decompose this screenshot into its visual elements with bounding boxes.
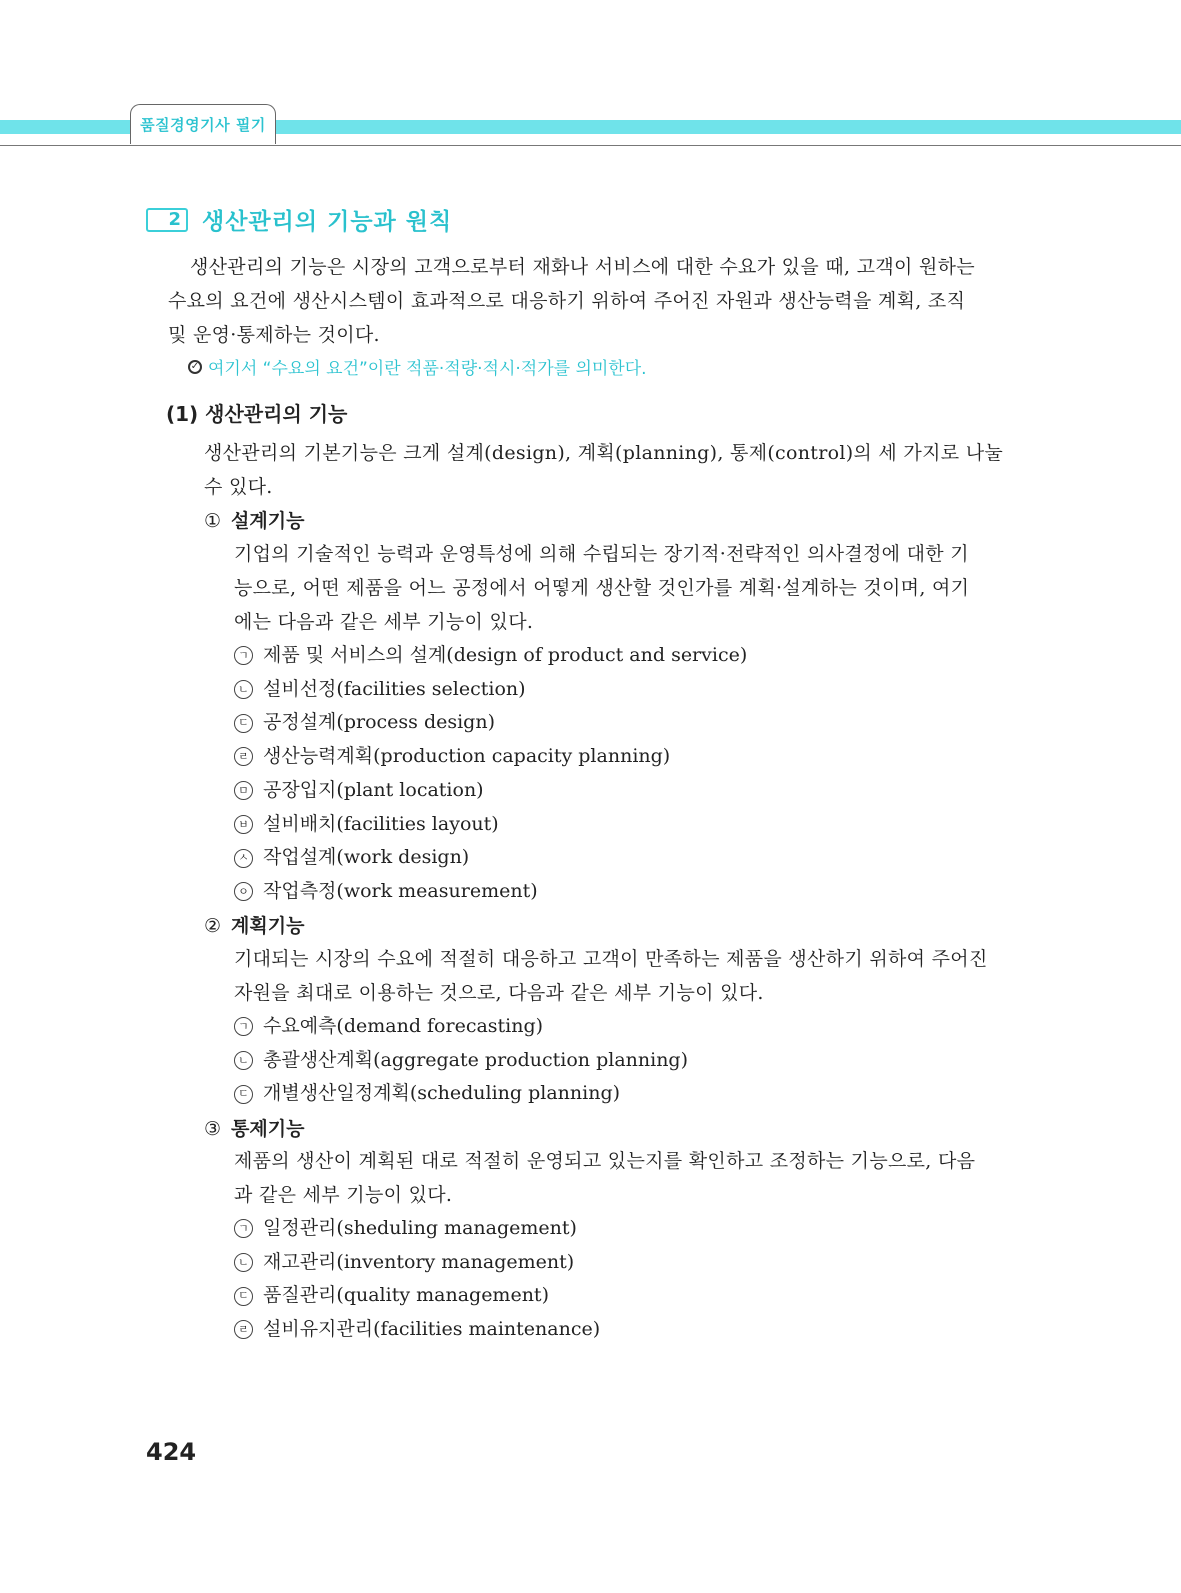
- subsection-intro-line: 수 있다.: [204, 476, 273, 498]
- section-heading: [146, 203, 452, 236]
- list-item: ㄴ 재고관리(inventory management): [234, 1246, 600, 1280]
- subsection-intro: [204, 436, 1003, 504]
- intro-line: 및 운영·통제하는 것이다.: [168, 324, 380, 346]
- note-text: 여기서 “수요의 요건”이란 적품·적량·적시·적가를 의미한다.: [208, 359, 647, 379]
- list-item: ㄴ 총괄생산계획(aggregate production planning): [234, 1044, 688, 1078]
- list-item: ㅇ 작업측정(work measurement): [234, 875, 747, 909]
- function-desc-planning: 기대되는 시장의 수요에 적절히 대응하고 고객이 만족하는 제품을 생산하기 위하여 주어진 자원을 최대로 이용하는 것으로, 다음과 같은 세부 기능이 있다.: [234, 948, 988, 1004]
- list-item: ㅁ 공장입지(plant location): [234, 774, 747, 808]
- list-item: ㄹ 설비유지관리(facilities maintenance): [234, 1313, 600, 1347]
- subsection-title: (1) 생산관리의 기능: [166, 402, 348, 426]
- list-item: ㅅ 작업설계(work design): [234, 841, 747, 875]
- note: [188, 354, 647, 379]
- function-heading-control: ③ 통제기능: [204, 1118, 305, 1140]
- section-number: 2: [146, 208, 188, 232]
- page-number: 424: [146, 1438, 197, 1466]
- list-item: ㄱ 일정관리(sheduling management): [234, 1212, 600, 1246]
- design-subfunction-list: [234, 639, 747, 909]
- function-desc-design: 기업의 기술적인 능력과 운영특성에 의해 수립되는 장기적·전략적인 의사결정에 대한 기 능으로, 어떤 제품을 어느 공정에서 어떻게 생산할 것인가를 계획·설계하는 것이며, 여기 에는 다음과 같은 세부 기능이 있다.: [234, 543, 970, 633]
- planning-subfunction-list: [234, 1010, 688, 1111]
- book-title-tab: [130, 104, 276, 144]
- control-subfunction-list: [234, 1212, 600, 1347]
- subsection-intro-line: 생산관리의 기본기능은 크게 설계(design), 계획(planning), 통제(control)의 세 가지로 나눌: [204, 442, 1004, 464]
- list-item: ㄴ 설비선정(facilities selection): [234, 673, 747, 707]
- list-item: ㄷ 공정설계(process design): [234, 706, 747, 740]
- function-heading-planning: ② 계획기능: [204, 915, 305, 937]
- list-item: ㄱ 제품 및 서비스의 설계(design of product and service): [234, 639, 747, 673]
- function-heading-design: ① 설계기능: [204, 510, 305, 532]
- intro-line: 생산관리의 기능은 시장의 고객으로부터 재화나 서비스에 대한 수요가 있을 때, 고객이 원하는: [190, 256, 975, 278]
- list-item: ㄷ 개별생산일정계획(scheduling planning): [234, 1077, 688, 1111]
- book-title: 품질경영기사 필기: [140, 116, 266, 134]
- intro-paragraph: [168, 250, 975, 352]
- section-title: 생산관리의 기능과 원칙: [202, 209, 453, 235]
- header-rule: [0, 145, 1181, 146]
- check-circle-icon: ✓: [188, 360, 202, 374]
- list-item: ㄹ 생산능력계획(production capacity planning): [234, 740, 747, 774]
- list-item: ㄷ 품질관리(quality management): [234, 1279, 600, 1313]
- list-item: ㅂ 설비배치(facilities layout): [234, 808, 747, 842]
- list-item: ㄱ 수요예측(demand forecasting): [234, 1010, 688, 1044]
- function-desc-control: 제품의 생산이 계획된 대로 적절히 운영되고 있는지를 확인하고 조정하는 기능으로, 다음 과 같은 세부 기능이 있다.: [234, 1150, 976, 1206]
- intro-line: 수요의 요건에 생산시스템이 효과적으로 대응하기 위하여 주어진 자원과 생산능력을 계획, 조직: [168, 290, 966, 312]
